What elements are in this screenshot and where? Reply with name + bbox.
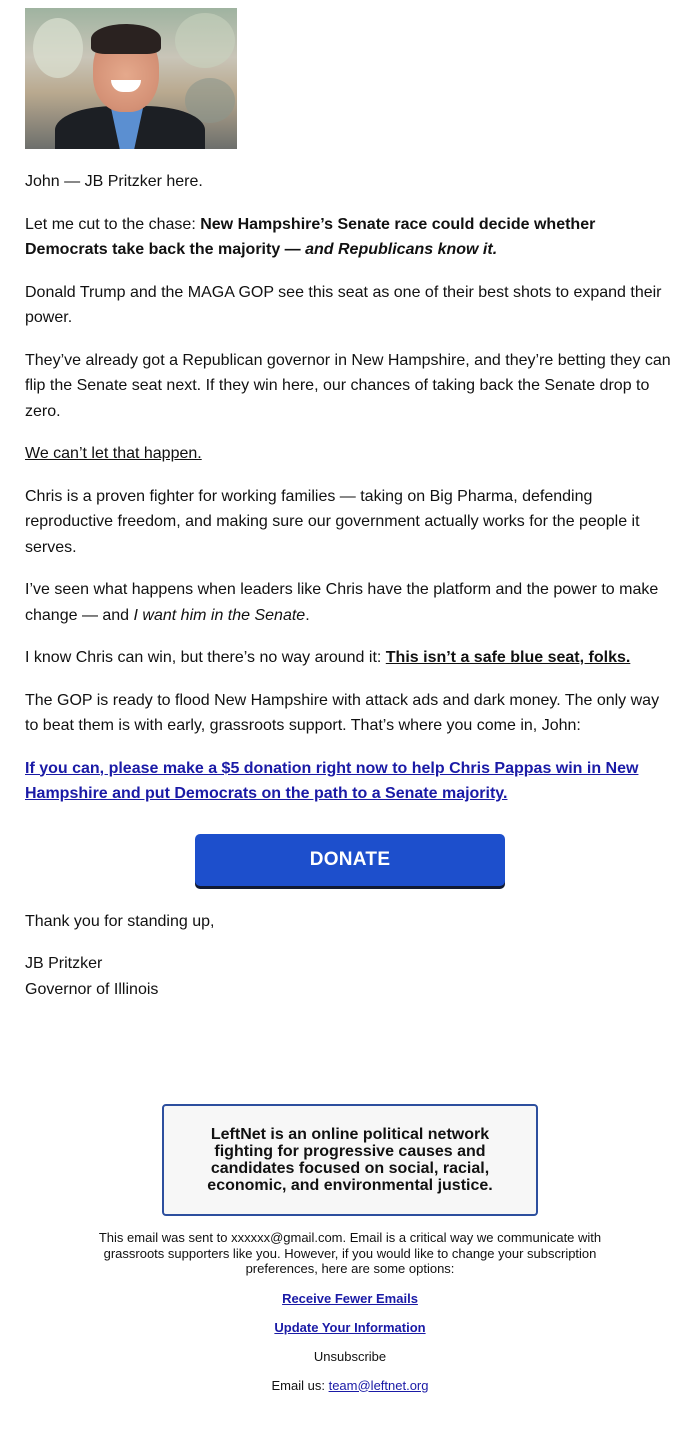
leftnet-description: LeftNet is an online political network fighting for progressive causes and candidates focused on social, racial, economic, and environmental justice.	[207, 1126, 493, 1194]
subscription-notice: This email was sent to xxxxxx@gmail.com. Email is a critical way we communicate with grassroots supporters like you. However, if you would like to change your subscription preferences, here are some options:	[98, 1230, 602, 1276]
email-us-address-link[interactable]: team@leftnet.org	[328, 1377, 429, 1393]
signature-name: JB Pritzker	[25, 955, 103, 972]
chase-paragraph: Let me cut to the chase: New Hampshire’s Senate race could decide whether Democrats take back the majority — and Republicans know it.	[25, 215, 596, 258]
update-information-link[interactable]: Update Your Information	[274, 1319, 426, 1335]
greeting-text: John — JB Pritzker here.	[25, 173, 203, 190]
email-body	[25, 8, 675, 1002]
seen-paragraph: I’ve seen what happens when leaders like Chris have the platform and the power to make change — and I want him in the Senate.	[25, 581, 659, 624]
donate-button[interactable]: DONATE	[195, 834, 505, 886]
donation-cta-link[interactable]: If you can, please make a $5 donation right now to help Chris Pappas win in New Hampshire and put Democrats on the path to a Senate majority.	[25, 759, 639, 802]
header-photo	[25, 8, 237, 149]
trump-paragraph: Donald Trump and the MAGA GOP see this seat as one of their best shots to expand their power.	[25, 283, 662, 326]
know-paragraph: I know Chris can win, but there’s no way around it: This isn’t a safe blue seat, folks.	[25, 649, 631, 666]
gop-paragraph: The GOP is ready to flood New Hampshire with attack ads and dark money. The only way to beat them is with early, grassroots support. That’s where you come in, John:	[25, 691, 660, 734]
receive-fewer-emails-link[interactable]: Receive Fewer Emails	[282, 1290, 418, 1306]
unsubscribe-link[interactable]: Unsubscribe	[313, 1348, 387, 1364]
email-footer	[0, 1104, 700, 1393]
cant-let-happen-text: We can’t let that happen.	[25, 445, 202, 462]
cta-paragraph	[25, 756, 675, 807]
governor-paragraph: They’ve already got a Republican governor in New Hampshire, and they’re betting they can flip the Senate seat next. If they win here, our chances of taking back the Senate drop to zero.	[25, 351, 671, 420]
closing-text: Thank you for standing up,	[25, 912, 215, 930]
email-us-line: Email us: team@leftnet.org	[271, 1377, 429, 1393]
fighter-paragraph: Chris is a proven fighter for working families — taking on Big Pharma, defending reproductive freedom, and making sure our government actually works for the people it serves.	[25, 487, 640, 556]
signature-title: Governor of Illinois	[25, 980, 159, 998]
leftnet-info-box	[162, 1104, 538, 1216]
